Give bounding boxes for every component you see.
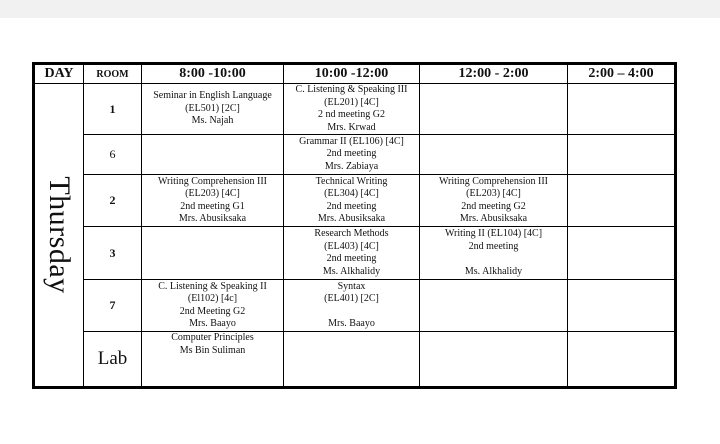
time-slot-header: 2:00 – 4:00 [568,64,676,84]
room-cell: 1 [84,84,142,135]
room-row [34,135,676,175]
day-header: DAY [34,64,84,84]
class-cell: C. Listening & Speaking II (El102) [4c] 2nd Meeting G2 Mrs. Baayo [142,280,284,332]
class-cell [420,280,568,332]
class-cell: Technical Writing (EL304) [4C] 2nd meeting Mrs. Abusiksaka [284,175,420,227]
header-row [34,64,676,84]
class-cell [142,227,284,280]
room-row [34,84,676,135]
class-cell: C. Listening & Speaking III (EL201) [4C] 2 nd meeting G2 Mrs. Krwad [284,84,420,135]
schedule-table [32,62,677,389]
time-slot-header: 8:00 -10:00 [142,64,284,84]
room-cell: 3 [84,227,142,280]
room-row [34,332,676,388]
room-cell: 2 [84,175,142,227]
class-cell [568,332,676,388]
time-slot-header: 12:00 - 2:00 [420,64,568,84]
class-cell: Computer Principles Ms Bin Suliman [142,332,284,388]
room-row [34,227,676,280]
class-cell [420,135,568,175]
room-row [34,280,676,332]
day-name: Thursday [43,176,76,294]
class-cell: Writing Comprehension III (EL203) [4C] 2nd meeting G2 Mrs. Abusiksaka [420,175,568,227]
room-cell: 6 [84,135,142,175]
class-cell: Syntax (EL401) [2C] Mrs. Baayo [284,280,420,332]
class-cell [568,135,676,175]
class-cell [420,84,568,135]
room-cell: 7 [84,280,142,332]
top-bar [0,0,720,18]
room-row [34,175,676,227]
class-cell [420,332,568,388]
class-cell [568,227,676,280]
class-cell [568,84,676,135]
room-cell: Lab [84,332,142,388]
class-cell: Seminar in English Language (EL501) [2C] Ms. Najah [142,84,284,135]
class-cell: Research Methods (EL403) [4C] 2nd meeting Ms. Alkhalidy [284,227,420,280]
class-cell: Grammar II (EL106) [4C] 2nd meeting Mrs. Zabiaya [284,135,420,175]
class-cell [284,332,420,388]
class-cell [568,280,676,332]
class-cell: Writing Comprehension III (EL203) [4C] 2nd meeting G1 Mrs. Abusiksaka [142,175,284,227]
room-header: ROOM [84,64,142,84]
time-slot-header: 10:00 -12:00 [284,64,420,84]
class-cell: Writing II (EL104) [4C] 2nd meeting Ms. Alkhalidy [420,227,568,280]
class-cell [568,175,676,227]
class-cell [142,135,284,175]
day-cell [34,84,84,388]
